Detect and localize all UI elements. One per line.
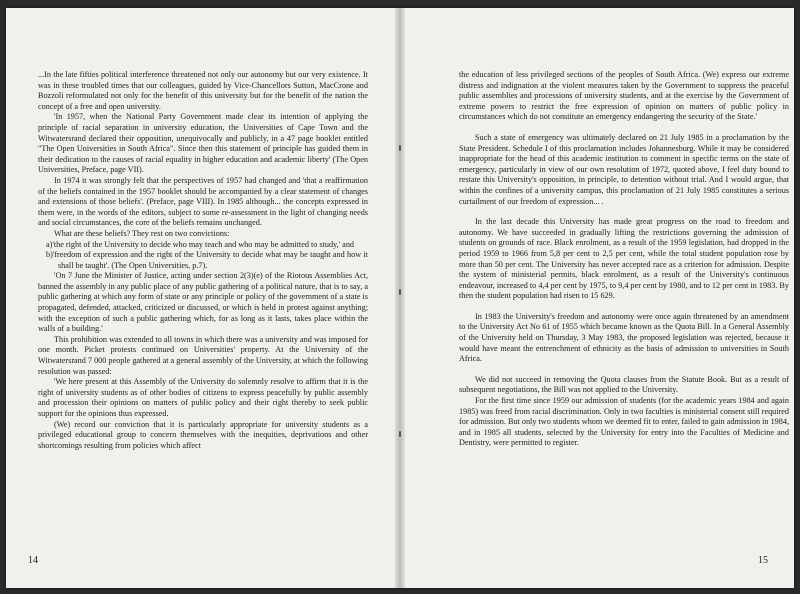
book-gutter [395, 8, 405, 588]
paragraph: What are these beliefs? They rest on two convictions: [54, 228, 230, 238]
paragraph: In 1983 the University's freedom and autonomy were once again threatened by an amendment to the University Act No 61 of 1955 which became known as the Quota Bill. In a General Assembly of the University held on Thursday, 3 May 1983, the proposed legislation was rejected, because it would have meant the entrenchment of ethnicity as the basis of admission to universities in South Africa. [459, 311, 789, 364]
staple [399, 289, 401, 295]
paragraph: We did not succeed in removing the Quota clauses from the Statute Book. But as a result of subsequent negotiations, the Bill was not applied to the University. [459, 374, 789, 395]
paragraph: (We) record our conviction that it is particularly appropriate for university students as a privileged educational group to concern themselves with the inequities, deprivations and other shortcomings resulting from policies which affect [38, 419, 368, 450]
page-number: 15 [758, 555, 768, 566]
paragraph: In the last decade this University has made great progress on the road to freedom and autonomy. We have succeeded in gradually lifting the restrictions governing the admission of students on grounds of race. Black enrolment, as a result of the 1959 legislation, had dropped in the period 1959 to 1966 from 5,8 per cent to 2,5 per cent, while the total student population rose by more than 50 per cent. The University has never accepted race as a criterion for admission. Despite the system of ministerial permits, black enrolment, as a result of the University's continuous endeavour, increased to 4,4 per cent by 1975, to 9,4 per cent by 1980, and to 12 per cent in 1983. By then the student population had risen to 15 629. [459, 217, 789, 301]
right-page-text [459, 70, 789, 449]
list-item: a)'the right of the University to decide who may teach and who may be admitted to study,' and [46, 239, 355, 249]
paragraph: In 1974 it was strongly felt that the perspectives of 1957 had changed and 'that a reaffirmation of the beliefs contained in the 1957 booklet should be accompanied by a clear statement of changes and extensions of those beliefs'. (Preface, page VIII). In 1985 although... the concepts expressed in them were, in the words of the editors, subject to some re-assessment in the light of changing needs and social circumstances, the core of the beliefs remains unchanged. [38, 175, 368, 228]
staple [399, 431, 401, 437]
paragraph: 'On 7 June the Minister of Justice, acting under section 2(3)(e) of the Riotous Assemblies Act, banned the assembly in any public place of any public gathering of a political nature, that is to say, a public gathering at which any form of state or any principle or policy of the government of a state is propagated, defended, attacked, criticized or discussed, or which is held in protest against anything; with the exception of such a public gathering which, for as long as it lasts, takes place within the walls of a building.' [38, 271, 368, 334]
paragraph: 'In 1957, when the National Party Government made clear its intention of applying the principle of racial separation in university education, the Universities of Cape Town and the Witwatersrand declared their opposition, unequivocally and publicly, in a 47 page booklet entitled "The Open Universities in South Africa". Since then this statement of principle has guided them in their dedication to the causes of racial equality in higher education and academic liberty' (The Open Universities, Preface, page VII). [38, 112, 368, 175]
page-number: 14 [28, 555, 38, 566]
paragraph: 'We here present at this Assembly of the University do solemnly resolve to affirm that it is the right of university students as of other bodies of citizens to express peacefully by public assembly and procession their opinions on matters of public policy and their right thereby to seek public support for the opinions thus expressed. [38, 377, 368, 418]
paragraph: For the first time since 1959 our admission of students (for the academic years 1984 and again 1985) was freed from racial discrimination. Only in two faculties is ministerial consent still required for admission. But only two students whom we deemed fit to enter, failed to gain admission in 1984, and in 1985 all students, selected by the University for entry into the Faculties of Medicine and Dentistry, were permitted to register. [459, 396, 789, 448]
paragraph: ...In the late fifties political interference threatened not only our autonomy but our very existence. It was in these troubled times that our colleagues, guided by Vice-Chancellors Sutton, MacCrone and Bozzoli reformulated not only for the benefit of this university but for the benefit of the nation the concept of a free and open university. [38, 70, 368, 111]
book-spread [6, 8, 794, 588]
right-page [405, 8, 794, 588]
paragraph: Such a state of emergency was ultimately declared on 21 July 1985 in a proclamation by the State President. Schedule I of this proclamation includes Johannesburg. While it may be considered inappropriate for the head of this academic institution to comment in specific terms on the state of emergency, particularly in view of our own resolution of 1972, quoted above, I feel duty bound to restate this University's opposition, in principle, to detention without trial. And I would argue, that within the confines of a university campus, this proclamation of 21 July 1985 constitutes a serious curtailment of our freedom of expression... . [459, 132, 789, 206]
list-item: b)'freedom of expression and the right of the University to decide what may be taught and how it shall be taught'. (The Open Universities, p.7). [46, 250, 368, 270]
paragraph: This prohibition was extended to all towns in which there was a university and was imposed for one month. Picket protests continued on Universities' property. At the University of the Witwatersrand 7 000 people gathered at a general assembly of the University, at which the following resolution was passed: [38, 334, 368, 376]
staple [399, 145, 401, 151]
paragraph: the education of less privileged sections of the peoples of South Africa. (We) express our extreme distress and indignation at the violent measures taken by the Government to suppress the peaceful public assemblies and processions of university students, and at the exercise by the Government of extreme powers to restrict the free expression of opinion on matters of public policy in circumstances which do not constitute an emergency endangering the security of the State.' [459, 70, 789, 122]
left-page [6, 8, 395, 588]
left-page-text [38, 70, 368, 451]
